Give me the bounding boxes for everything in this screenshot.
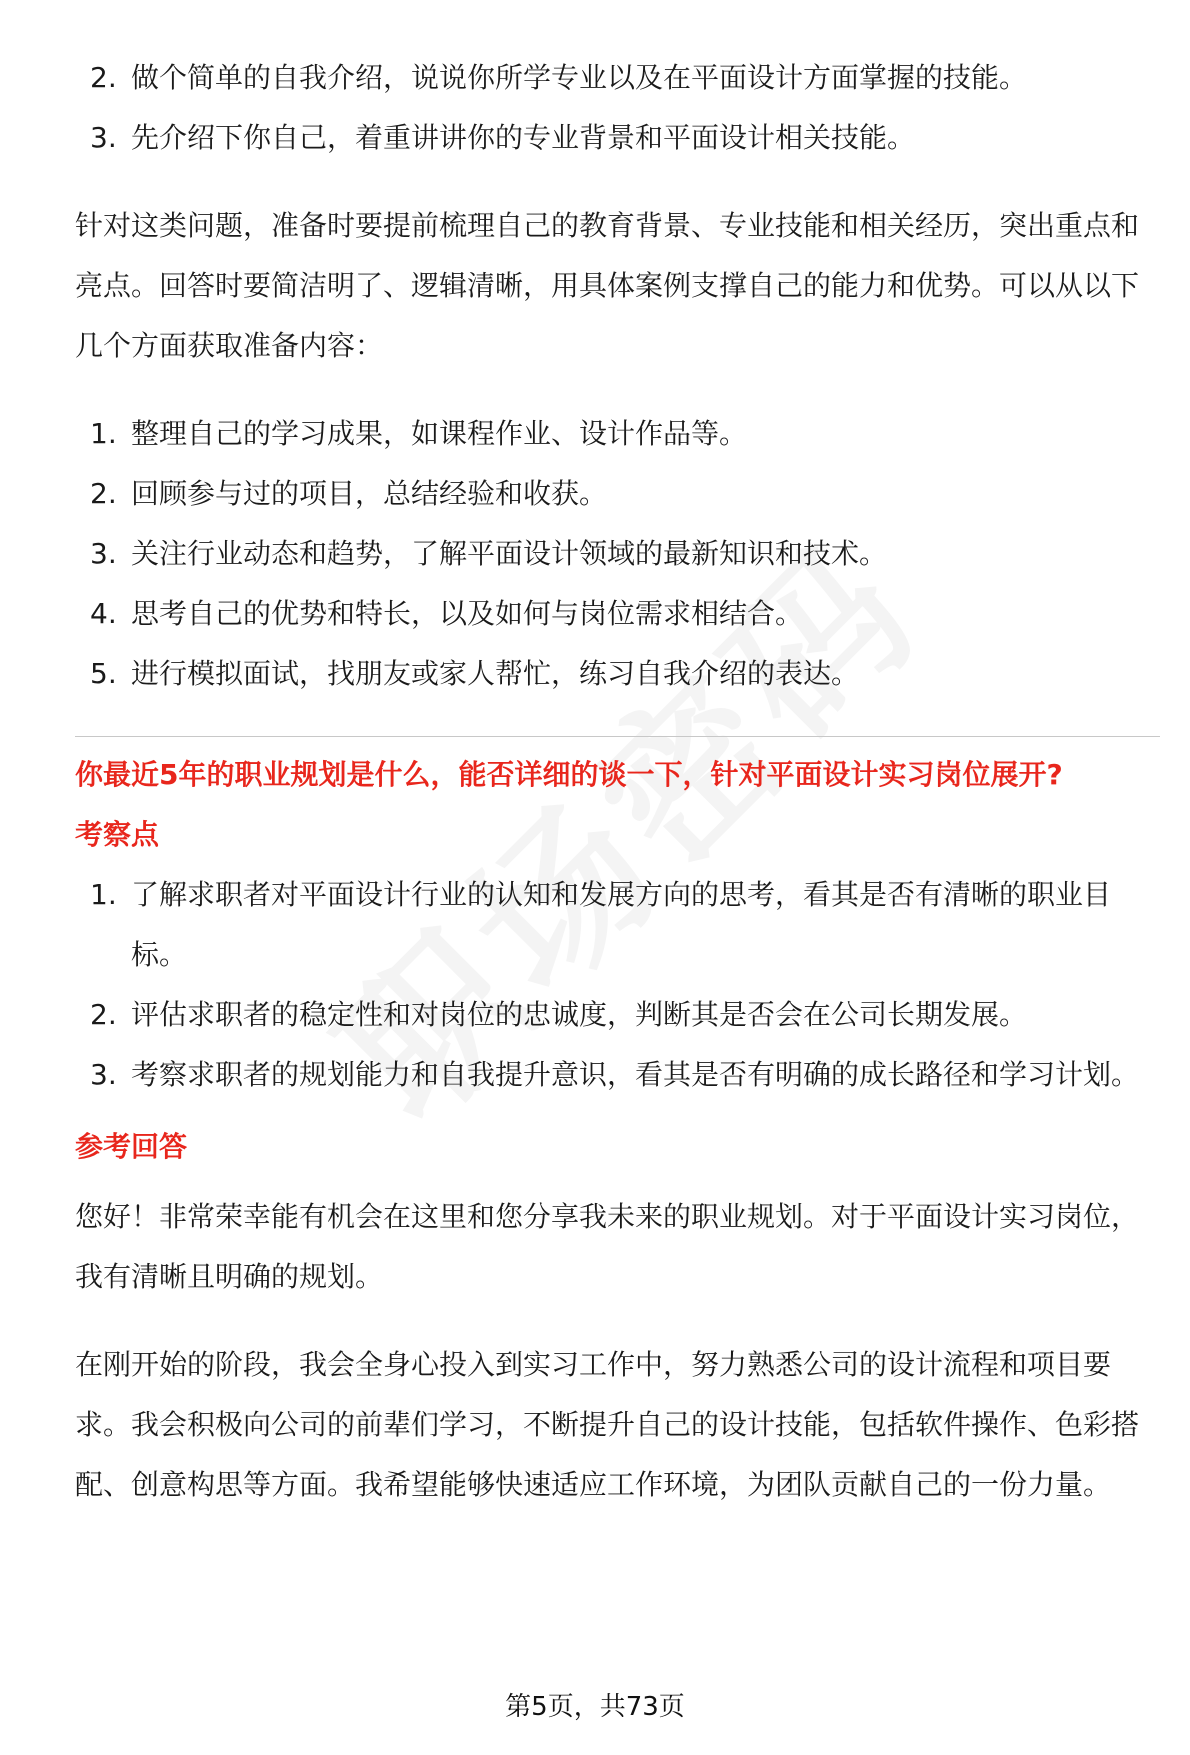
question-title: 你最近5年的职业规划是什么，能否详细的谈一下，针对平面设计实习岗位展开? <box>75 758 1063 791</box>
intro-question-list <box>75 48 1160 168</box>
list-item: 2. 做个简单的自我介绍，说说你所学专业以及在平面设计方面掌握的技能。 <box>90 61 1028 94</box>
page-content <box>75 48 1160 1515</box>
list-item: 5. 进行模拟面试，找朋友或家人帮忙，练习自我介绍的表达。 <box>90 657 860 690</box>
reference-answer-heading: 参考回答 <box>75 1130 188 1163</box>
list-item: 1. 整理自己的学习成果，如课程作业、设计作品等。 <box>90 417 748 450</box>
list-item: 1. 了解求职者对平面设计行业的认知和发展方向的思考，看其是否有清晰的职业目标。 <box>90 878 1112 971</box>
exam-points-list <box>75 865 1160 1105</box>
list-item: 3. 考察求职者的规划能力和自我提升意识，看其是否有明确的成长路径和学习计划。 <box>90 1058 1140 1091</box>
list-item: 2. 评估求职者的稳定性和对岗位的忠诚度，判断其是否会在公司长期发展。 <box>90 998 1028 1031</box>
section-divider <box>75 736 1160 737</box>
intro-paragraph: 针对这类问题，准备时要提前梳理自己的教育背景、专业技能和相关经历，突出重点和亮点。回答时要简洁明了、逻辑清晰，用具体案例支撑自己的能力和优势。可以从以下几个方面获取准备内容： <box>75 209 1140 362</box>
list-item: 3. 先介绍下你自己，着重讲讲你的专业背景和平面设计相关技能。 <box>90 121 916 154</box>
answer-paragraph: 在刚开始的阶段，我会全身心投入到实习工作中，努力熟悉公司的设计流程和项目要求。我会积极向公司的前辈们学习，不断提升自己的设计技能，包括软件操作、色彩搭配、创意构思等方面。我希望能够快速适应工作环境，为团队贡献自己的一份力量。 <box>75 1348 1140 1501</box>
page-number: 第5页，共73页 <box>505 1692 685 1722</box>
exam-points-heading: 考察点 <box>75 818 160 851</box>
answer-paragraph: 您好！非常荣幸能有机会在这里和您分享我未来的职业规划。对于平面设计实习岗位，我有清晰且明确的规划。 <box>75 1200 1140 1293</box>
list-item: 3. 关注行业动态和趋势，了解平面设计领域的最新知识和技术。 <box>90 537 888 570</box>
preparation-list <box>75 404 1160 704</box>
list-item: 4. 思考自己的优势和特长，以及如何与岗位需求相结合。 <box>90 597 804 630</box>
list-item: 2. 回顾参与过的项目，总结经验和收获。 <box>90 477 608 510</box>
